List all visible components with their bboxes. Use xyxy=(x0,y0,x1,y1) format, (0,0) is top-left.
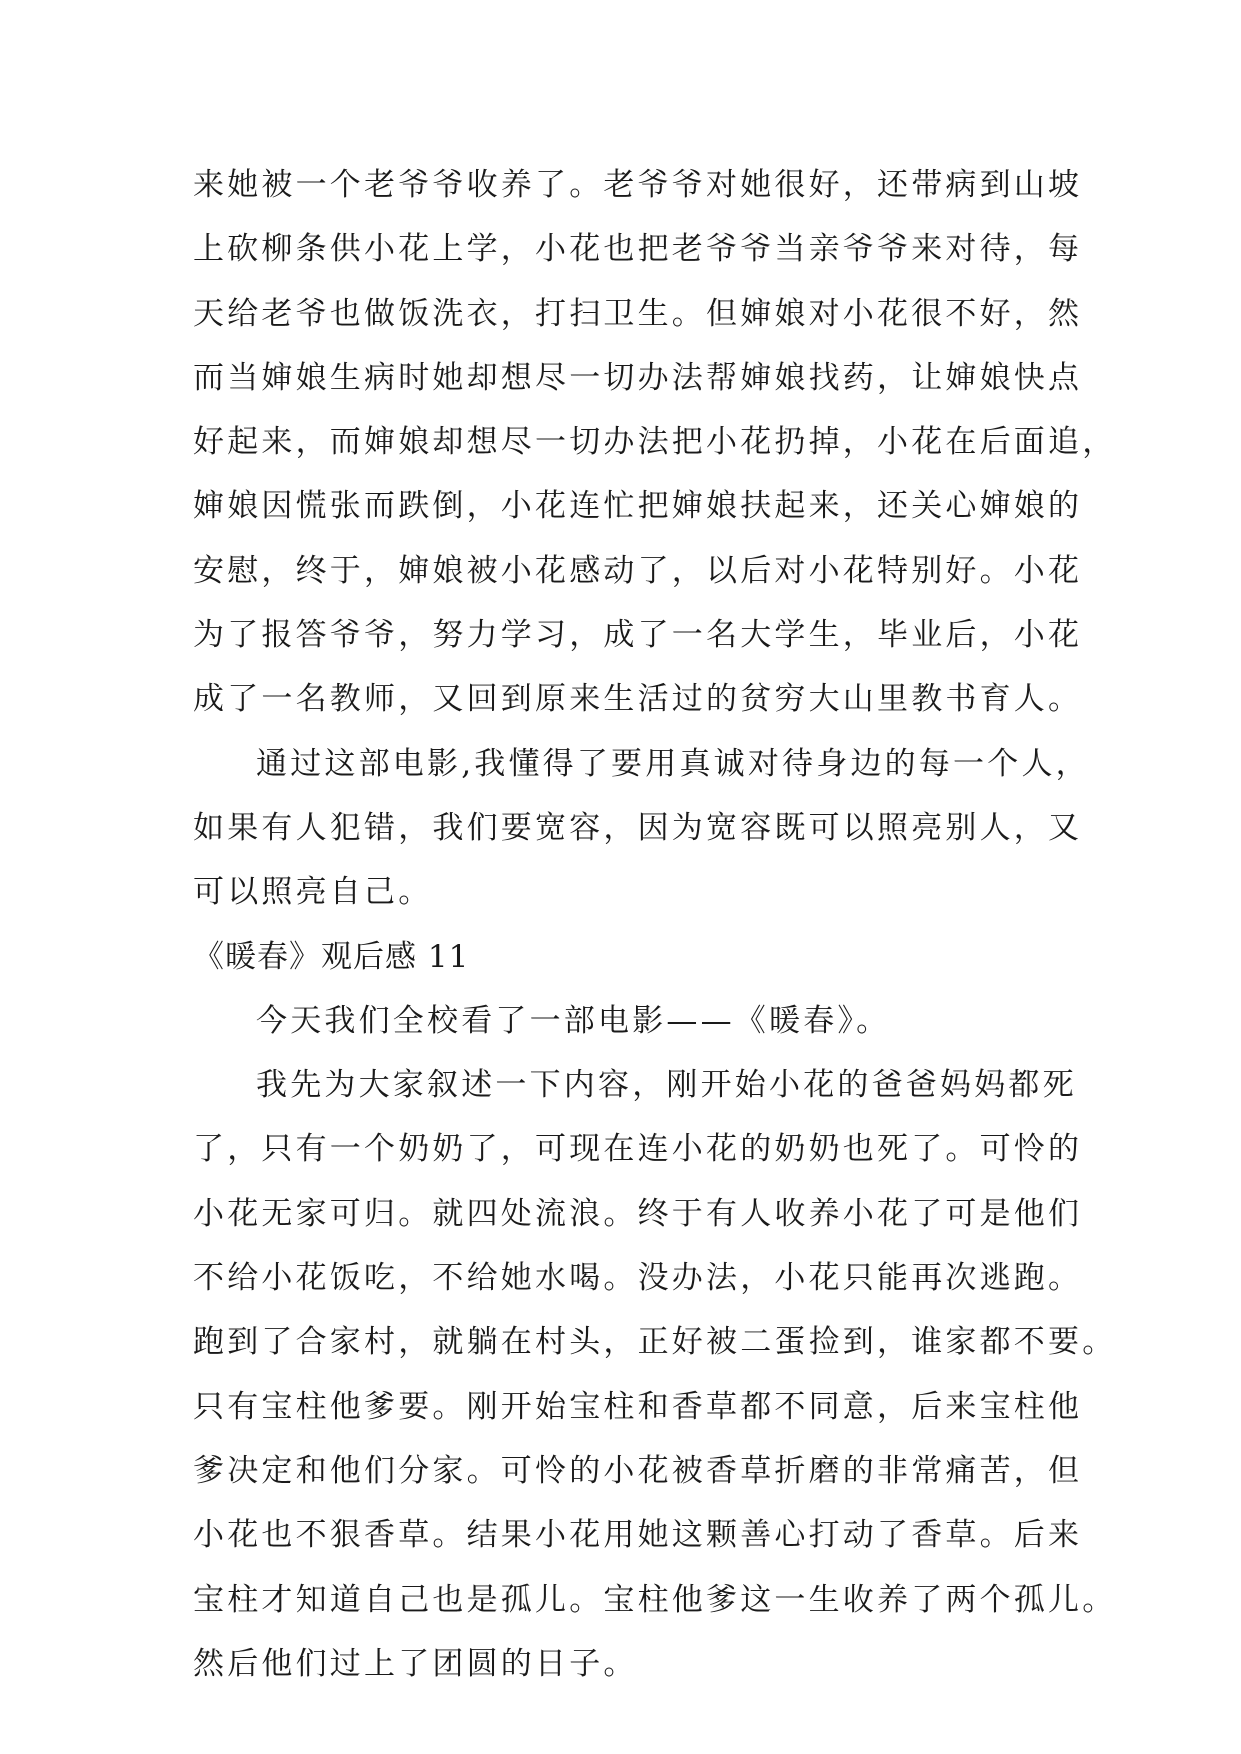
paragraph-first-line: 通过这部电影,我懂得了要用真诚对待身边的每一个人， xyxy=(256,745,1090,782)
body-line: 婶娘因慌张而跌倒，小花连忙把婶娘扶起来，还关心婶娘的 xyxy=(193,488,1083,525)
body-line: 可以照亮自己。 xyxy=(193,874,433,911)
body-line: 为了报答爷爷，努力学习，成了一名大学生，毕业后，小花 xyxy=(193,617,1083,654)
body-line: 小花也不狠香草。结果小花用她这颗善心打动了香草。后来 xyxy=(193,1517,1083,1554)
section-heading: 《暖春》观后感 11 xyxy=(193,938,470,975)
body-line: 然后他们过上了团圆的日子。 xyxy=(193,1645,638,1682)
body-line: 天给老爷也做饭洗衣，打扫卫生。但婶娘对小花很不好，然 xyxy=(193,295,1083,332)
document-body xyxy=(193,153,1117,1696)
body-line: 而当婶娘生病时她却想尽一切办法帮婶娘找药，让婶娘快点 xyxy=(193,359,1083,396)
paragraph-first-line: 今天我们全校看了一部电影——《暖春》。 xyxy=(256,1002,891,1039)
body-line: 成了一名教师，又回到原来生活过的贫穷大山里教书育人。 xyxy=(193,681,1083,718)
body-line: 如果有人犯错，我们要宽容，因为宽容既可以照亮别人，又 xyxy=(193,809,1083,846)
body-line: 跑到了合家村，就躺在村头，正好被二蛋捡到，谁家都不要。 xyxy=(193,1324,1117,1361)
body-line: 不给小花饭吃，不给她水喝。没办法，小花只能再次逃跑。 xyxy=(193,1260,1083,1297)
paragraph-first-line: 我先为大家叙述一下内容，刚开始小花的爸爸妈妈都死 xyxy=(256,1067,1077,1104)
body-line: 小花无家可归。就四处流浪。终于有人收养小花了可是他们 xyxy=(193,1195,1083,1232)
body-line: 爹决定和他们分家。可怜的小花被香草折磨的非常痛苦，但 xyxy=(193,1452,1083,1489)
body-line: 来她被一个老爷爷收养了。老爷爷对她很好，还带病到山坡 xyxy=(193,167,1083,203)
body-line: 宝柱才知道自己也是孤儿。宝柱他爹这一生收养了两个孤儿。 xyxy=(193,1581,1117,1618)
body-line: 了，只有一个奶奶了，可现在连小花的奶奶也死了。可怜的 xyxy=(193,1131,1083,1168)
body-line: 上砍柳条供小花上学，小花也把老爷爷当亲爷爷来对待，每 xyxy=(193,231,1083,268)
body-line: 好起来，而婶娘却想尽一切办法把小花扔掉，小花在后面追， xyxy=(193,424,1117,461)
body-line: 只有宝柱他爹要。刚开始宝柱和香草都不同意，后来宝柱他 xyxy=(193,1388,1083,1425)
body-line: 安慰，终于，婶娘被小花感动了，以后对小花特别好。小花 xyxy=(193,552,1083,589)
